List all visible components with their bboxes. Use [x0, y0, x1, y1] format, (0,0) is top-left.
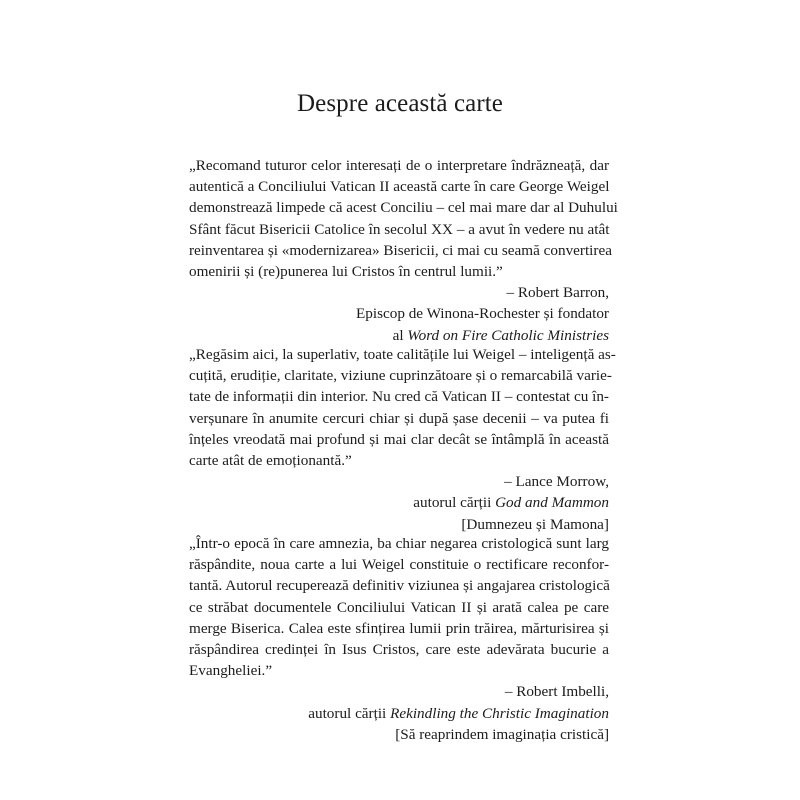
author-book [189, 492, 609, 513]
book-translation: [Dumnezeu și Mamona] [461, 515, 609, 533]
author-name: – Lance Morrow, [504, 473, 609, 491]
author-organization [189, 325, 609, 346]
quote-line: demonstrează limpede că acest Conciliu – cel mai mare dar al Duhului [189, 199, 618, 217]
quote-line: „Într-o epocă în care amnezia, ba chiar negarea cristologică sunt larg [189, 535, 609, 552]
quote-line: tantă. Autorul recuperează definitiv viziunea și angajarea cristologică [189, 577, 610, 595]
testimonial-attribution [189, 681, 609, 745]
quote-line: carte atât de emoționantă.” [189, 452, 352, 470]
testimonial-quote [189, 533, 609, 681]
testimonial-quote [189, 344, 616, 471]
quote-line: cuțită, erudiție, claritate, viziune cuprinzătoare și o remarcabilă varie- [189, 367, 612, 385]
author-name: – Robert Barron, [506, 284, 609, 302]
quote-line: tate de informații din interior. Nu cred că Vatican II – contestat cu în- [189, 388, 609, 406]
quote-line: omenirii și (re)punerea lui Cristos în centrul lumii.” [189, 263, 503, 281]
testimonial-quote [189, 155, 618, 282]
quote-line: Evangheliei.” [189, 662, 273, 680]
author-role: Episcop de Winona-Rochester și fondator [355, 305, 609, 323]
testimonial-attribution [189, 282, 609, 346]
quote-line: răspândite, noua carte a lui Weigel constituie o rectificare reconfor- [189, 556, 609, 574]
testimonial-attribution [189, 471, 609, 535]
quote-line: Sfânt făcut Bisericii Catolice în secolul XX – a avut în vedere nu atât [189, 220, 610, 238]
quote-line: „Regăsim aici, la superlativ, toate calitățile lui Weigel – inteligență as- [189, 346, 616, 363]
book-translation: [Să reaprindem imaginația cristică] [395, 725, 609, 743]
quote-line: reinventarea și «modernizarea» Bisericii, ci mai cu seamă convertirea [189, 241, 612, 259]
book-title: God and Mammon [495, 494, 609, 512]
book-title: Rekindling the Christic Imagination [390, 704, 609, 722]
testimonial-2 [189, 344, 616, 535]
author-name: – Robert Imbelli, [504, 683, 609, 701]
author-book [189, 703, 609, 724]
quote-line: merge Biserica. Calea este sfințirea lumii prin trăirea, mărturisirea și [189, 619, 609, 637]
organization-name: Word on Fire Catholic Ministries [407, 326, 609, 344]
quote-line: înțeles vreodată mai profund și mai clar decât se întâmplă în această [189, 430, 609, 448]
page-title: Despre această carte [296, 90, 504, 117]
quote-line: autentică a Conciliului Vatican II această carte în care George Weigel [189, 178, 610, 196]
testimonial-1 [189, 155, 618, 346]
quote-line: „Recomand tuturor celor interesați de o interpretare îndrăzneață, dar [189, 157, 609, 174]
book-prefix: autorul cărții [308, 704, 391, 722]
organization-prefix: al [392, 326, 408, 344]
book-prefix: autorul cărții [413, 494, 496, 512]
testimonial-3 [189, 533, 609, 745]
quote-line: răspândirea credinței în Isus Cristos, care este adevărata bucurie a [189, 641, 609, 659]
quote-line: ce străbat documentele Conciliului Vatican II și arată calea pe care [189, 598, 609, 616]
quote-line: verșunare în anumite cercuri chiar și după șase decenii – va putea fi [189, 409, 609, 427]
